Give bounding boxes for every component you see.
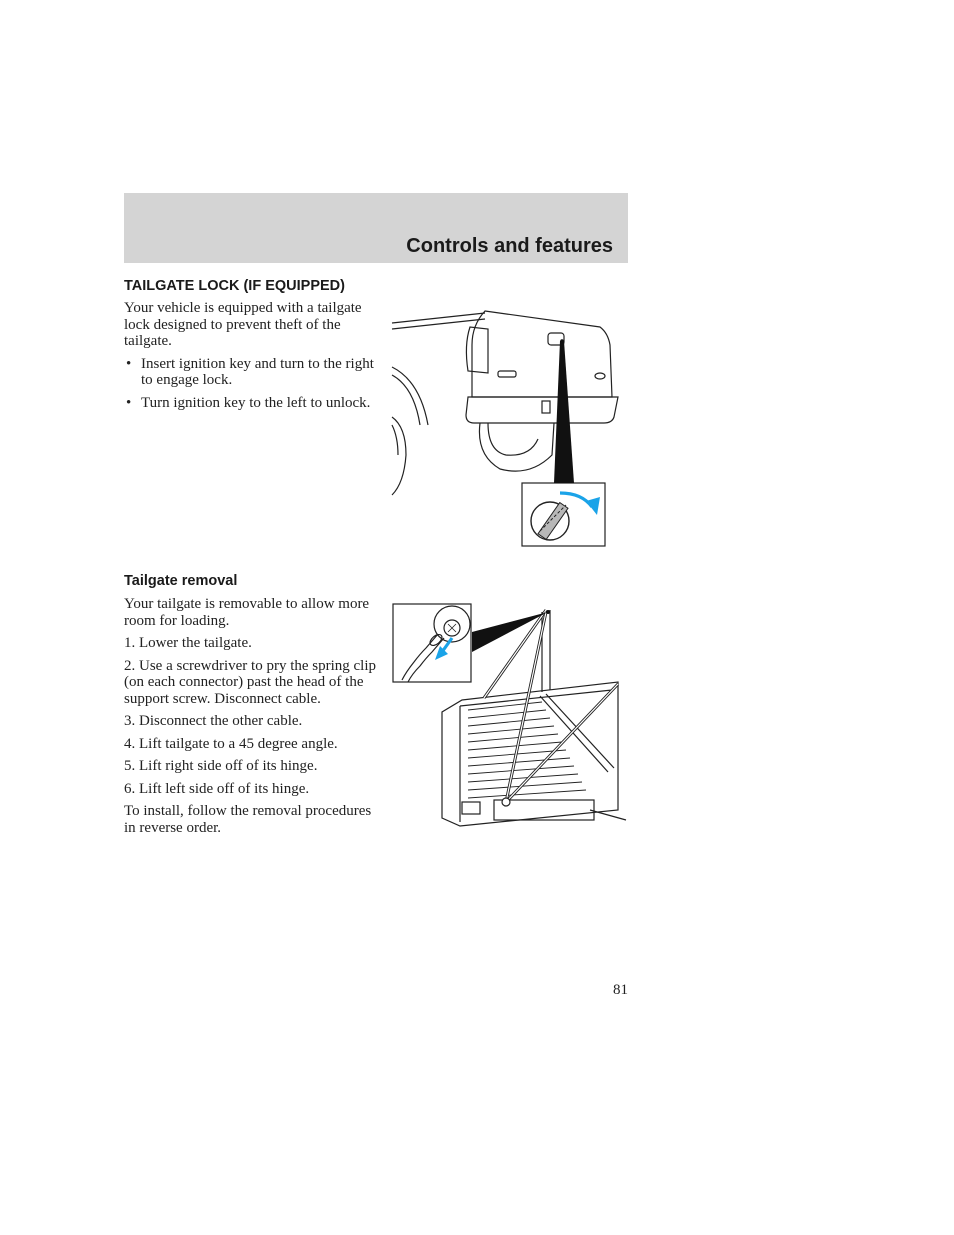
header-band xyxy=(124,193,628,263)
tailgate-removal-intro: Your tailgate is removable to allow more room for loading. xyxy=(124,596,370,629)
list-item: • Insert ignition key and turn to the right to engage lock. xyxy=(126,355,374,388)
step-item: 6. Lift left side off of its hinge. xyxy=(124,780,310,797)
tailgate-lock-illustration xyxy=(390,305,625,550)
step-item: 3. Disconnect the other cable. xyxy=(124,713,303,729)
step-item: 2. Use a screwdriver to pry the spring clip (on each connector) past the head of the support screw. Disconnect cable. xyxy=(124,657,377,707)
tailgate-lock-text xyxy=(124,300,380,417)
tailgate-removal-text xyxy=(124,596,380,842)
tailgate-lock-heading: TAILGATE LOCK (IF EQUIPPED) xyxy=(124,278,345,294)
tailgate-lock-bullets xyxy=(124,356,380,412)
bullet-icon: • xyxy=(126,394,132,411)
step-item: 1. Lower the tailgate. xyxy=(124,635,252,651)
tailgate-removal-heading: Tailgate removal xyxy=(124,573,238,589)
tailgate-removal-illustration xyxy=(390,602,628,834)
page-number: 81 xyxy=(613,982,628,998)
section-title: Controls and features xyxy=(406,235,613,257)
tailgate-removal-closing: To install, follow the removal procedures in reverse order. xyxy=(124,803,372,836)
step-item: 5. Lift right side off of its hinge. xyxy=(124,758,318,774)
bullet-icon: • xyxy=(126,355,132,372)
step-item: 4. Lift tailgate to a 45 degree angle. xyxy=(124,735,338,752)
tailgate-lock-intro: Your vehicle is equipped with a tailgate lock designed to prevent theft of the tailgate. xyxy=(124,300,362,349)
list-item: • Turn ignition key to the left to unlock. xyxy=(126,394,371,411)
